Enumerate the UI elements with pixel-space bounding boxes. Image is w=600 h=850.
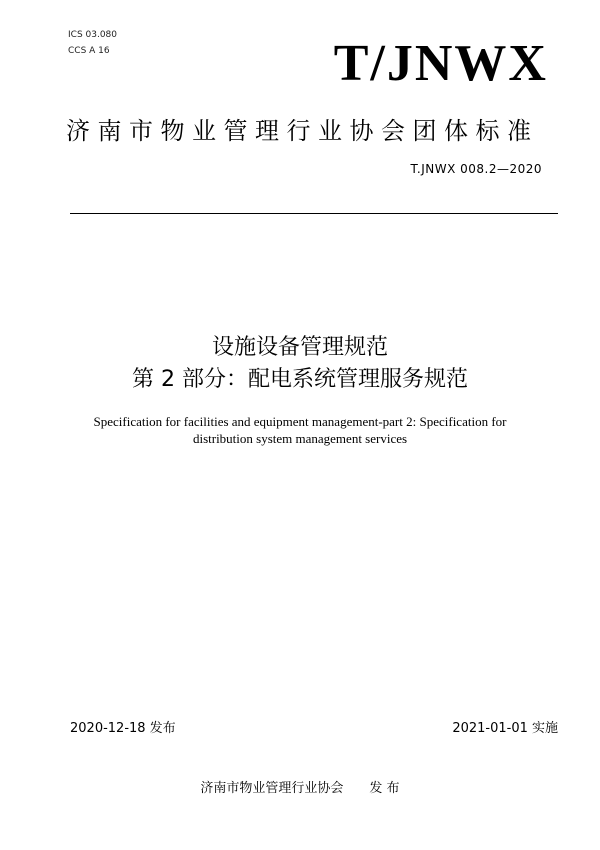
english-title-line2: distribution system management services [192,431,408,446]
document-subtitle: 第 2 部分：配电系统管理服务规范 [132,367,468,392]
standard-logo: T/JNWX [333,35,548,92]
english-title-line1: Specification for facilities and equipment management-part 2: Specification for [93,414,507,429]
ics-code: ICS 03.080 [68,30,118,40]
publisher: 济南市物业管理行业协会 发 布 [200,781,400,796]
issue-date: 2020-12-18 发布 [70,721,176,736]
organization-standard-title: 济南市物业管理行业协会团体标准 [66,117,539,145]
standard-number: T.JNWX 008.2—2020 [410,162,542,176]
implementation-date: 2021-01-01 实施 [452,721,558,736]
document-title: 设施设备管理规范 [211,335,388,360]
header-divider [70,213,558,214]
ccs-code: CCS A 16 [68,46,110,56]
english-title [0,413,600,447]
